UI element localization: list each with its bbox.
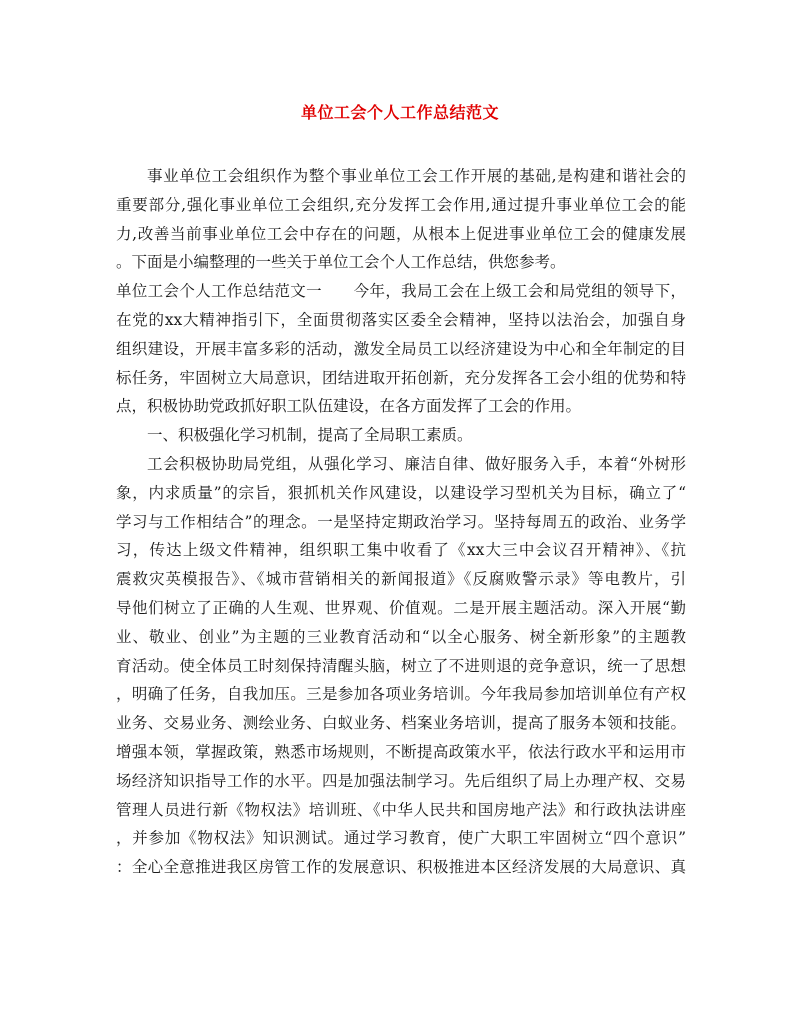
text-line: 业务、交易业务、测绘业务、白蚁业务、档案业务培训，提高了服务本领和技能。 (116, 714, 686, 733)
text-line: 管理人员进行新《物权法》培训班、《中华人民共和国房地产法》和行政执法讲座 (116, 800, 686, 819)
text-line: 单位工会个人工作总结范文一 今年，我局工会在上级工会和局党组的领导下， (116, 282, 686, 301)
text-line: 导他们树立了正确的人生观、世界观、价值观。二是开展主题活动。深入开展“勤 (116, 598, 686, 617)
text-line: ：全心全意推进我区房管工作的发展意识、积极推进本区经济发展的大局意识、真 (116, 858, 686, 877)
text-line: 在党的xx大精神指引下，全面贯彻落实区委全会精神，坚持以法治会，加强自身 (116, 310, 686, 329)
text-line: ，并参加《物权法》知识测试。通过学习教育，使广大职工牢固树立“四个意识” (116, 829, 686, 848)
text-line: ，明确了任务，自我加压。三是参加各项业务培训。今年我局参加培训单位有产权 (116, 685, 686, 704)
text-line: 育活动。使全体员工时刻保持清醒头脑，树立了不进则退的竞争意识，统一了思想 (116, 656, 686, 675)
text-line: 习，传达上级文件精神，组织职工集中收看了《xx大三中会议召开精神》、《抗 (116, 541, 686, 560)
text-line: 增强本领，掌握政策，熟悉市场规则，不断提高政策水平，依法行政水平和运用市 (116, 742, 686, 761)
text-line: 场经济知识指导工作的水平。四是加强法制学习。先后组织了局上办理产权、交易 (116, 771, 686, 790)
text-line: 。下面是小编整理的一些关于单位工会个人工作总结，供您参考。 (116, 253, 566, 272)
document-body (116, 162, 686, 882)
text-line: 力,改善当前事业单位工会中存在的问题，从根本上促进事业单位工会的健康发展 (116, 224, 686, 243)
text-line: 点，积极协助党政抓好职工队伍建设，在各方面发挥了工会的作用。 (116, 397, 582, 416)
text-line: 一、积极强化学习机制，提高了全局职工素质。 (147, 426, 473, 445)
text-line: 震救灾英模报告》、《城市营销相关的新闻报道》《反腐败警示录》等电教片，引 (116, 570, 686, 589)
text-line: 重要部分,强化事业单位工会组织,充分发挥工会作用,通过提升事业单位工会的能 (116, 195, 686, 214)
text-line: 标任务，牢固树立大局意识，团结进取开拓创新，充分发挥各工会小组的优势和特 (116, 368, 686, 387)
text-line: 学习与工作相结合”的理念。一是坚持定期政治学习。坚持每周五的政治、业务学 (116, 512, 686, 531)
document-title: 单位工会个人工作总结范文 (300, 103, 499, 122)
text-line: 事业单位工会组织作为整个事业单位工会工作开展的基础,是构建和谐社会的 (147, 167, 686, 185)
text-line: 工会积极协助局党组，从强化学习、廉洁自律、做好服务入手，本着“外树形 (147, 454, 686, 473)
text-line: 业、敬业、创业”为主题的三业教育活动和“以全心服务、树全新形象”的主题教 (116, 627, 686, 646)
text-line: 象，内求质量”的宗旨，狠抓机关作风建设，以建设学习型机关为目标，确立了“ (116, 483, 686, 502)
text-line: 组织建设，开展丰富多彩的活动，激发全局员工以经济建设为中心和全年制定的目 (116, 339, 686, 358)
